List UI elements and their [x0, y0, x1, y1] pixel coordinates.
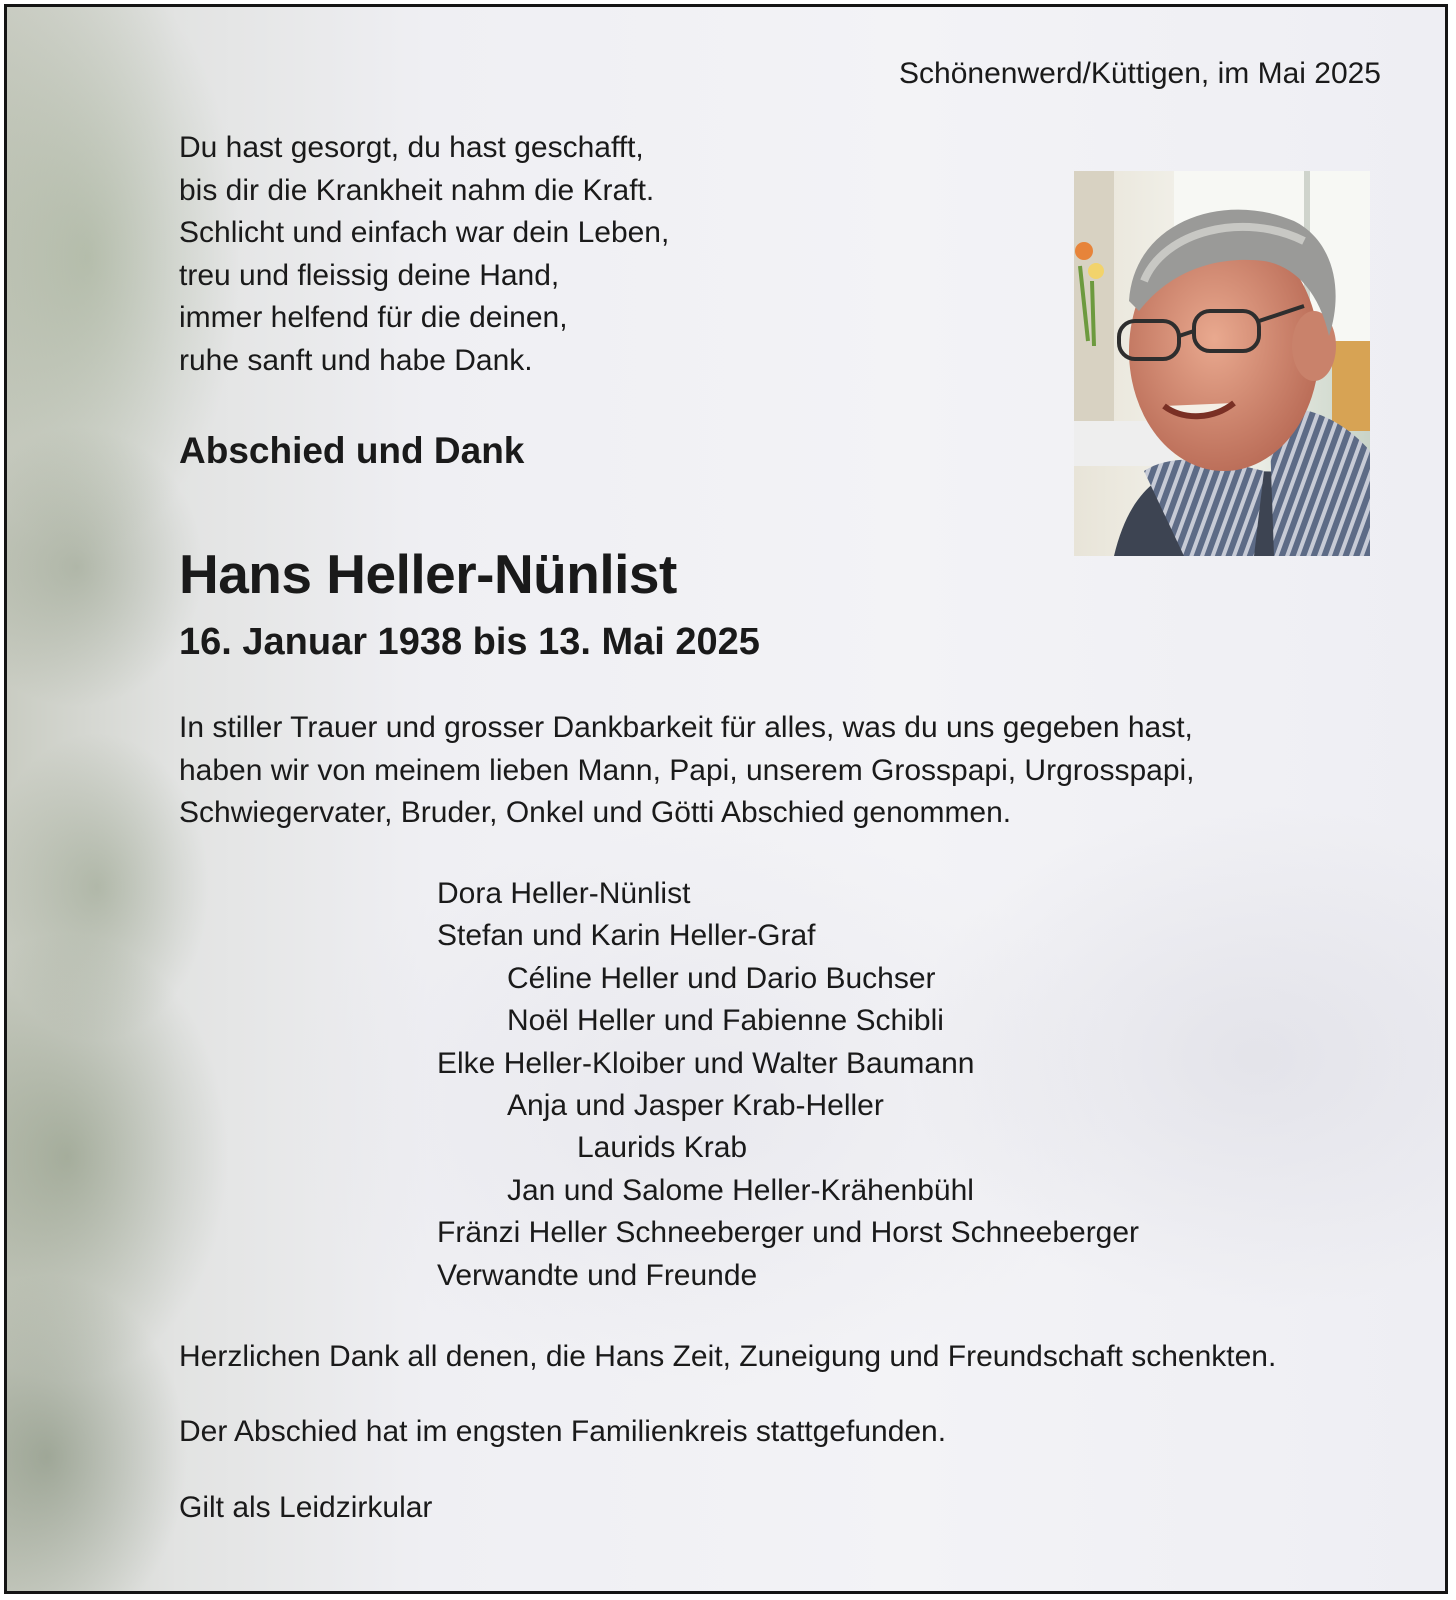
- mourner-entry: Jan und Salome Heller-Krähenbühl: [507, 1173, 974, 1207]
- poem-line: Schlicht und einfach war dein Leben,: [179, 216, 670, 249]
- mourner-entry: Laurids Krab: [577, 1131, 748, 1165]
- mourner-entry: Fränzi Heller Schneeberger und Horst Schneeberger: [437, 1216, 1140, 1250]
- poem-line: bis dir die Krankheit nahm die Kraft.: [179, 173, 655, 207]
- mourner-entry: Verwandte und Freunde: [437, 1258, 758, 1292]
- portrait-photo: [1074, 171, 1370, 556]
- intro-line: In stiller Trauer und grosser Dankbarkeit für alles, was du uns gegeben hast,: [179, 711, 1193, 744]
- life-dates: 16. Januar 1938 bis 13. Mai 2025: [179, 621, 760, 663]
- mourner-entry: Noël Heller und Fabienne Schibli: [507, 1004, 944, 1038]
- farewell-heading: Abschied und Dank: [179, 430, 525, 471]
- mourners-list: [437, 873, 1139, 1297]
- mourner-entry: Anja und Jasper Krab-Heller: [507, 1089, 884, 1123]
- mourner-entry: Céline Heller und Dario Buchser: [507, 961, 936, 995]
- mourner-entry: Stefan und Karin Heller-Graf: [437, 919, 816, 953]
- circular-note: Gilt als Leidzirkular: [179, 1491, 433, 1524]
- poem-line: treu und fleissig deine Hand,: [179, 258, 560, 292]
- obituary-card: [4, 4, 1448, 1594]
- intro-line: haben wir von meinem lieben Mann, Papi, unserem Grosspapi, Urgrosspapi,: [179, 753, 1195, 787]
- poem-line: ruhe sanft und habe Dank.: [179, 343, 533, 377]
- thanks-text: Herzlichen Dank all denen, die Hans Zeit, Zuneigung und Freundschaft schenkten.: [179, 1340, 1277, 1373]
- deceased-name: Hans Heller-Nünlist: [179, 543, 677, 605]
- intro-line: Schwiegervater, Bruder, Onkel und Götti Abschied genommen.: [179, 796, 1012, 829]
- intro-text: [179, 707, 1195, 835]
- poem: [179, 127, 669, 382]
- poem-line: immer helfend für die deinen,: [179, 301, 568, 334]
- poem-line: Du hast gesorgt, du hast geschafft,: [179, 131, 644, 164]
- mourner-entry: Dora Heller-Nünlist: [437, 877, 691, 910]
- dateline: Schönenwerd/Küttigen, im Mai 2025: [899, 57, 1381, 90]
- ceremony-note: Der Abschied hat im engsten Familienkreis stattgefunden.: [179, 1415, 947, 1448]
- mourner-entry: Elke Heller-Kloiber und Walter Baumann: [437, 1046, 975, 1080]
